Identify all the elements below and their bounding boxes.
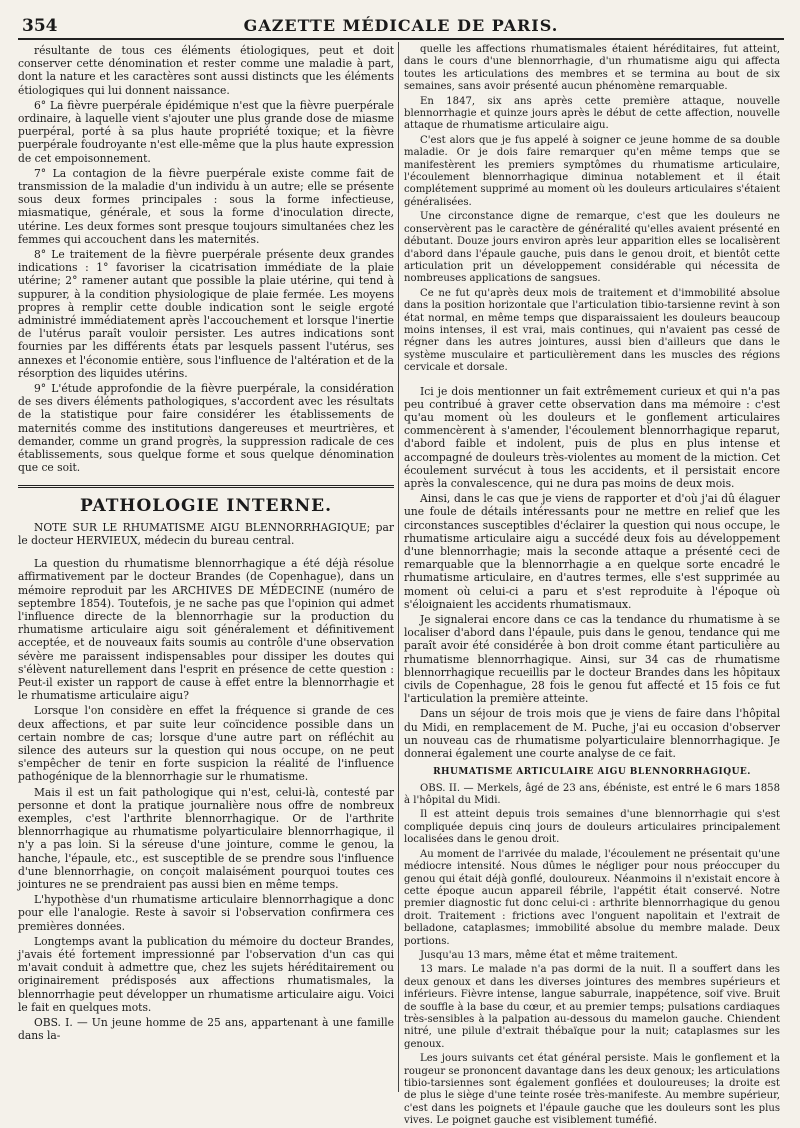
paragraph: Les jours suivants cet état général persiste. Mais le gonflement et la rougeur se prononcent davantage dans les deux genoux; les articulations tibio-tarsiennes sont également gonflées et douloureuses; la droite est de plus le siège d'une teinte rosée très-manifeste. Au membre supérieur, c'est dans les poignets et l'épaule gauche que les douleurs sont les plus vives. Le poignet gauche est visiblement tuméfié. (404, 1053, 780, 1127)
page-header (18, 12, 784, 40)
paragraph: OBS. I. — Un jeune homme de 25 ans, appartenant à une famille dans la- (18, 1016, 394, 1043)
page-number: 354 (22, 16, 58, 36)
observation-subtitle: RHUMATISME ARTICULAIRE AIGU BLENNORRHAGIQUE. (433, 767, 751, 778)
paragraph: Au moment de l'arrivée du malade, l'écoulement ne présentait qu'une médiocre intensité. Nous dûmes le négliger pour nous préoccuper du genou qui était déjà gonflé, douloureux. Néanmoins il n'existait encore à cette époque aucun appareil fébrile, l'appétit était conservé. Notre premier diagnostic fut donc celui-ci : arthrite blennorrhagique du genou droit. Traitement : frictions avec l'onguent napolitain et l'extrait de belladone, cataplasmes; immobilité absolue du membre malade. Deux portions. (404, 848, 780, 947)
paragraph: Il est atteint depuis trois semaines d'une blennorrhagie qui s'est compliquée depuis cinq jours de douleurs articulaires principalement localisées dans le genou droit. (404, 809, 780, 846)
section-title: PATHOLOGIE INTERNE. (79, 495, 333, 516)
paragraph: Jusqu'au 13 mars, même état et même traitement. (420, 949, 678, 961)
paragraph: La question du rhumatisme blennorrhagique a été déjà résolue affirmativement par le docteur Brandes (de Copenhague), dans un mémoire reproduit par les ARCHIVES DE MÉDECINE (numéro de septembre 1854). Toutefois, je ne sache pas que l'opinion qui admet l'influence directe de la blennorrhagie sur la production du rhumatisme articulaire aigu soit généralement et définitivement acceptée, et de nouveaux faits soumis au contrôle d'une observation sévère me paraissent indispensables pour dissiper les doutes qui s'élèvent naturellement dans l'esprit en présence de cette question : Peut-il exister un rapport de cause à effet entre la blennorrhagie et le rhumatisme articulaire aigu? (18, 557, 394, 703)
column-divider (398, 42, 399, 1092)
paragraph: Lorsque l'on considère en effet la fréquence si grande de ces deux affections, et par suite leur coïncidence possible dans un certain nombre de cas; lorsque d'une autre part on réfléchit au silence des auteurs sur la question qui nous occupe, on ne peut s'empêcher de tenir en forte suspicion la réalité de l'influence pathogénique de la blennorrhagie sur le rhumatisme. (18, 704, 394, 784)
paragraph: résultante de tous ces éléments étiologiques, peut et doit conserver cette dénomination et rester comme une maladie à part, dont la nature et les caractères sont aussi distincts que les éléments étiologiques qui lui donnent naissance. (18, 44, 394, 97)
paragraph: 13 mars. Le malade n'a pas dormi de la nuit. Il a souffert dans les deux genoux et dans les diverses jointures des membres supérieurs et inférieurs. Fièvre intense, langue saburrale, inappétence, soif vive. Bruit de souffle à la base du cœur, et au premier temps; pulsations cardiaques très-sensibles à la palpation au-dessous du mamelon gauche. Chiendent nitré, une pilule d'extrait thébaïque pour la nuit; cataplasmes sur les genoux. (404, 964, 780, 1050)
paragraph: Ici je dois mentionner un fait extrêmement curieux et qui n'a pas peu contribué à graver cette observation dans ma mémoire : c'est qu'au moment où les douleurs et le gonflement articulaires commencèrent à s'amender, l'écoulement blennorrhagique reparut, d'abord faible et indolent, puis de plus en plus intense et accompagné de douleurs très-violentes au moment de la miction. Cet écoulement survécut à tous les accidents, et il persistait encore après la convalescence, qui ne dura pas moins de deux mois. (404, 384, 780, 490)
paragraph: En 1847, six ans après cette première attaque, nouvelle blennorrhagie et quinze jours après le début de cette affection, nouvelle attaque de rhumatisme articulaire aigu. (404, 95, 780, 132)
paragraph: C'est alors que je fus appelé à soigner ce jeune homme de sa double maladie. Or je dois faire remarquer qu'en même temps que se manifestèrent les premiers symptômes du rhumatisme articulaire, l'écoulement blennorrhagique diminua notablement et il était complétement supprimé au moment où les douleurs articulaires s'étaient généralisées. (404, 134, 780, 208)
paragraph: 7° La contagion de la fièvre puerpérale existe comme fait de transmission de la maladie d'un individu à un autre; elle se présente sous deux formes principales : sous la forme infectieuse, miasmatique, générale, et sous la forme d'inoculation directe, utérine. Les deux formes sont presque toujours simultanées chez les femmes qui accouchent dans les maternités. (18, 166, 394, 246)
paragraph: Ce ne fut qu'après deux mois de traitement et d'immobilité absolue dans la position horizontale que l'articulation tibio-tarsienne revint à son état normal, en même temps que disparaissaient les douleurs beaucoup moins intenses, il est vrai, mais continues, qui n'avaient pas cessé de régner dans les autres jointures, aussi bien d'ailleurs que dans le système musculaire et particulièrement dans les muscles des régions cervicale et dorsale. (404, 287, 780, 374)
paragraph: 8° Le traitement de la fièvre puerpérale présente deux grandes indications : 1° favoriser la cicatrisation immédiate de la plaie utérine; 2° ramener autant que possible la plaie utérine, qui tend à suppurer, à la condition physiologique de plaie fermée. Les moyens propres à remplir cette double indication sont le seigle ergoté administré immédiatement après l'accouchement et lorsque l'inertie de l'utérus paraît vouloir persister. Les autres indications sont fournies par les différents états par lesquels passent l'utérus, ses annexes et l'économie entière, sous l'influence de l'altération et de la résorption des liquides utérins. (18, 248, 394, 380)
paragraph: Longtemps avant la publication du mémoire du docteur Brandes, j'avais été fortement impressionné par l'observation d'un cas qui m'avait conduit à admettre que, chez les sujets héréditairement ou originairement prédisposés aux affections rhumatismales, la blennorrhagie peut développer un rhumatisme articulaire aigu. Voici le fait en quelques mots. (18, 934, 394, 1014)
section-divider (18, 485, 394, 488)
paragraph: quelle les affections rhumatismales étaient héréditaires, fut atteint, dans le cours d'une blennorrhagie, d'un rhumatisme aigu qui affecta toutes les articulations des membres et se termina au bout de six semaines, sans avoir présenté aucun phénomène remarquable. (404, 44, 780, 93)
paragraph: Une circonstance digne de remarque, c'est que les douleurs ne conservèrent pas le caractère de généralité qu'elles avaient présenté en débutant. Douze jours environ après leur apparition elles se localisèrent d'abord dans l'épaule gauche, puis dans le genou droit, et bientôt cette articulation prit un développement considérable qui nécessita de nombreuses applications de sangsues. (404, 211, 780, 285)
article-title: NOTE SUR LE RHUMATISME AIGU BLENNORRHAGIQUE; par le docteur HERVIEUX, médecin du bureau central. (18, 520, 394, 547)
paragraph: Mais il est un fait pathologique qui n'est, celui-là, contesté par personne et dont la pratique journalière nous offre de nombreux exemples, c'est l'arthrite blennorrhagique. Or de l'arthrite blennorrhagique au rhumatisme polyarticulaire blennorrhagique, il n'y a pas loin. Si la séreuse d'une jointure, comme le genou, la hanche, l'épaule, etc., est susceptible de se prendre sous l'influence d'une blennorrhagie, on conçoit malaisément pourquoi toutes ces jointures ne se prendraient pas aussi bien en même temps. (18, 785, 394, 891)
journal-title: GAZETTE MÉDICALE DE PARIS. (243, 16, 559, 35)
paragraph: Je signalerai encore dans ce cas la tendance du rhumatisme à se localiser d'abord dans l'épaule, puis dans le genou, tendance qui me paraît avoir été considérée à bon droit comme étant particulière au rhumatisme blennorrhagique. Ainsi, sur 34 cas de rhumatisme blennorrhagique recueillis par le docteur Brandes dans les hôpitaux civils de Copenhague, 28 fois le genou fut affecté et 15 fois ce fut l'articulation la première atteinte. (404, 613, 780, 706)
right-column (404, 44, 780, 1127)
paragraph: L'hypothèse d'un rhumatisme articulaire blennorrhagique a donc pour elle l'analogie. Reste à savoir si l'observation confirmera ces premières données. (18, 893, 394, 933)
left-column (18, 44, 394, 1090)
paragraph: Ainsi, dans le cas que je viens de rapporter et d'où j'ai dû élaguer une foule de détails intéressants pour ne mettre en relief que les circonstances susceptibles d'éclairer la question qui nous occupe, le rhumatisme articulaire aigu a succédé deux fois au développement d'une blennorrhagie; mais la seconde attaque a présenté ceci de remarquable que la blennorrhagie a en quelque sorte encadré le rhumatisme articulaire, en d'autres termes, elle s'est supprimée au moment où celui-ci a paru et s'est reproduite à l'époque où s'éloignaient les accidents rhumatismaux. (404, 492, 780, 611)
paragraph: OBS. II. — Merkels, âgé de 23 ans, ébéniste, est entré le 6 mars 1858 à l'hôpital du Midi. (404, 782, 780, 807)
paragraph: 6° La fièvre puerpérale épidémique n'est que la fièvre puerpérale ordinaire, à laquelle vient s'ajouter une plus grande dose de miasme puerpéral, porté à sa plus haute propriété toxique; et la fièvre puerpérale foudroyante n'est elle-même que la plus haute expression de cet empoisonnement. (18, 98, 394, 165)
spacer (404, 377, 780, 385)
paragraph: Dans un séjour de trois mois que je viens de faire dans l'hôpital du Midi, en remplacement de M. Puche, j'ai eu occasion d'observer un nouveau cas de rhumatisme polyarticulaire blennorrhagique. Je donnerai également une courte analyse de ce fait. (404, 707, 780, 761)
paragraph: 9° L'étude approfondie de la fièvre puerpérale, la considération de ses divers éléments pathologiques, s'accordent avec les résultats de la statistique pour faire considérer les établissements de maternités comme des institutions dangereuses et meurtrières, et demander, comme un grand progrès, la suppression radicale de ces établissements, sous quelque forme et sous quelque dénomination que ce soit. (18, 382, 394, 475)
